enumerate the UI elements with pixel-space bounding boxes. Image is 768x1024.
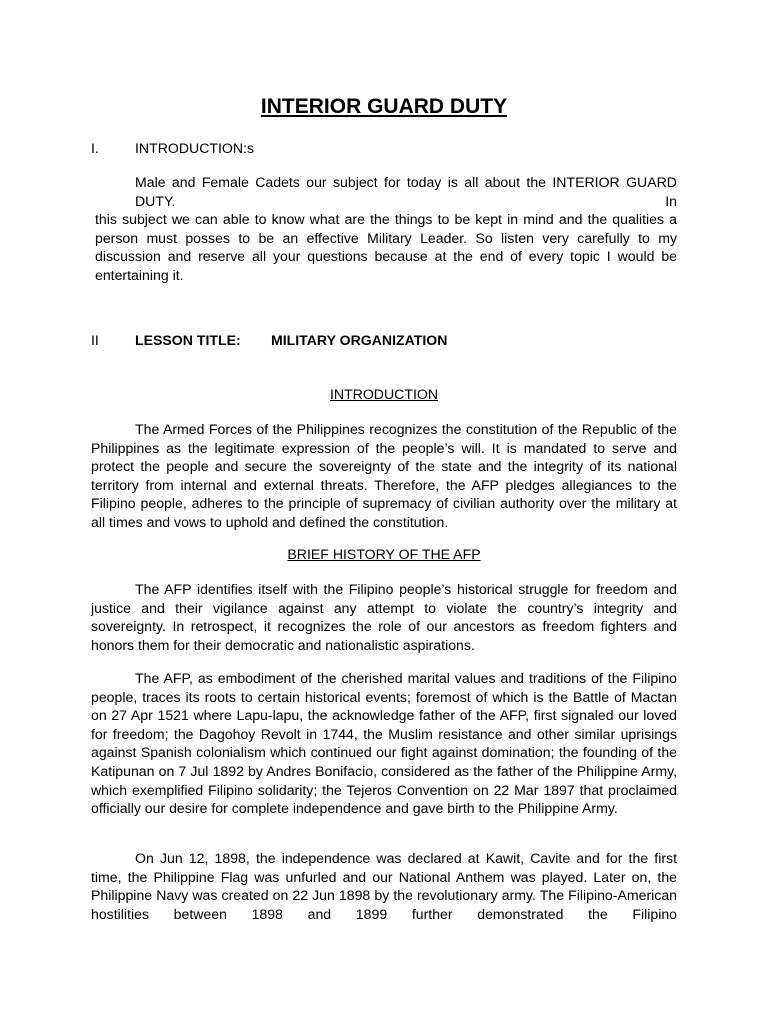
introduction-heading: INTRODUCTION bbox=[329, 386, 439, 402]
history-paragraph-3: On Jun 12, 1898, the independence was declared at Kawit, Cavite and for the first time, the Philippine Flag was unfurled and our National Anthem was played. Later on, the Philippine Navy was created on 22 Jun 1898 by the revolutionary army. The Filipino-American hostilities between 1898 and 1899 further demonstrated the Filipino bbox=[91, 850, 677, 922]
history-heading: BRIEF HISTORY OF THE AFP bbox=[287, 546, 481, 562]
section-1-numeral: I. bbox=[91, 140, 99, 156]
section-1-paragraph-rest: this subject we can able to know what are the things to be kept in mind and the qualities a person must posses to be an effective Military Leader. So listen very carefully to my discussion and reserve all your questions because at the end of every topic I would be entertaining it. bbox=[95, 211, 677, 283]
lesson-title-label: LESSON TITLE: bbox=[135, 332, 241, 348]
document-title: INTERIOR GUARD DUTY bbox=[260, 95, 508, 118]
section-1-paragraph-first: Male and Female Cadets our subject for today is all about the INTERIOR GUARD DUTY. In bbox=[135, 174, 677, 209]
section-2-numeral: II bbox=[91, 332, 99, 348]
history-paragraph-2: The AFP, as embodiment of the cherished marital values and traditions of the Filipino people, traces its roots to certain historical events; foremost of which is the Battle of Mactan on 27 Apr 1521 where Lapu-lapu, the acknowledge father of the AFP, first signaled our loved for freedom; the Dagohoy Revolt in 1744, the Muslim resistance and other similar uprisings against Spanish colonialism which continued our fight against domination; the founding of the Katipunan on 7 Jul 1892 by Andres Bonifacio, considered as the father of the Philippine Army, which exemplified Filipino solidarity; the Tejeros Convention on 22 Mar 1897 that proclaimed officially our desire for complete independence and gave birth to the Philippine Army. bbox=[91, 670, 677, 817]
history-paragraph-1: The AFP identifies itself with the Filipino people’s historical struggle for freedom and justice and their vigilance against any attempt to violate the country’s integrity and sovereignty. In retrospect, it recognizes the role of our ancestors as freedom fighters and honors them for their democratic and nationalistic aspirations. bbox=[91, 581, 677, 653]
section-1-heading: INTRODUCTION:s bbox=[135, 140, 255, 156]
introduction-paragraph: The Armed Forces of the Philippines recognizes the constitution of the Republic of the Philippines as the legitimate expression of the people’s will. It is mandated to serve and protect the people and secure the sovereignty of the state and the integrity of its national territory from internal and external threats. Therefore, the AFP pledges allegiances to the Filipino people, adheres to the principle of supremacy of civilian authority over the military at all times and vows to uphold and defined the constitution. bbox=[91, 421, 677, 530]
lesson-title: MILITARY ORGANIZATION bbox=[271, 332, 448, 348]
